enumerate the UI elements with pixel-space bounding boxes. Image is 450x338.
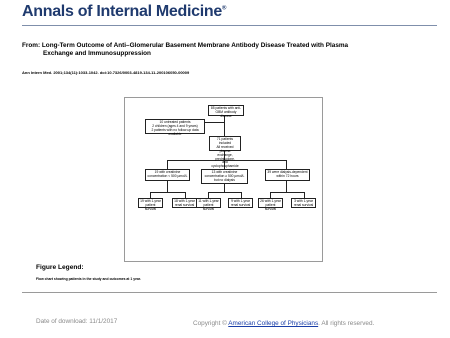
article-title-line1: Long-Term Outcome of Anti–Glomerular Basement Membrane Antibody Disease Treated with Plasma	[41, 42, 349, 49]
flow-box-excluded	[145, 119, 205, 134]
flow-box-low-creatinine: 19 with creatinine concentration < 500 µmol/L	[145, 169, 190, 181]
connector	[167, 160, 168, 169]
citation: Ann Intern Med. 2001;134(11):1033-1042. doi:10.7326/0003-4819-134-11-200106050-00009	[22, 70, 190, 75]
download-value: 11/1/2017	[89, 318, 118, 325]
connector	[167, 181, 168, 192]
figure-image	[124, 97, 323, 262]
copyright	[193, 320, 374, 327]
treated-line: 71 patients included	[216, 137, 234, 145]
header-divider	[22, 25, 437, 26]
copyright-suffix: . All rights reserved.	[318, 320, 375, 327]
flow-box-outcome: 26 with 1-year patient survival	[258, 198, 283, 208]
journal-title	[22, 3, 226, 21]
publisher-link[interactable]: American College of Physicians	[228, 320, 319, 327]
connector	[286, 160, 287, 169]
registered-mark: ®	[221, 5, 227, 12]
excluded-line: 2 patients with no follow-up data available	[151, 127, 199, 136]
connector	[208, 192, 241, 193]
copyright-prefix: Copyright ©	[193, 320, 227, 327]
figure-legend-text: Flow chart showing patients in the study and outcomes at 1 year.	[36, 277, 141, 281]
flow-box-treated	[209, 136, 241, 169]
journal-name: Annals of Internal Medicine	[22, 3, 222, 20]
connector	[150, 192, 185, 193]
flow-box-outcome: 19 with 1-year patient survival	[138, 198, 163, 208]
flow-box-total: 85 patients with anti-GBM antibody disease	[208, 105, 244, 116]
treated-line: exchange, prednisolone,	[215, 152, 235, 161]
flow-box-outcome: 18 with 1-year renal survival	[172, 198, 197, 208]
flow-box-outcome: 3 with 1-year renal survival	[291, 198, 316, 208]
download-date	[36, 318, 117, 325]
connector	[286, 181, 287, 192]
excluded-line: 10 untreated patients	[159, 120, 191, 124]
flow-box-outcome: 9 with 1-year renal survival	[228, 198, 253, 208]
from-label: From:	[22, 42, 41, 49]
source-title	[22, 42, 427, 58]
treated-line: and cyclophosphamide	[211, 160, 239, 169]
connector	[224, 184, 225, 192]
download-label: Date of download:	[36, 318, 88, 325]
flow-box-dialysis: 39 were dialysis-dependent within 72 hours	[265, 169, 310, 181]
excluded-line: 2 children (ages 4 and 9 years)	[152, 123, 198, 128]
figure-legend-heading: Figure Legend:	[36, 264, 84, 271]
flow-box-outcome: 11 with 1-year patient survival	[196, 198, 221, 208]
treated-line: All received plasma	[216, 144, 234, 153]
footer-divider	[22, 292, 437, 293]
flow-box-high-creatinine: 13 with creatinine concentration ≥ 500 µmol/L but no dialysis	[201, 169, 248, 184]
connector	[205, 122, 224, 123]
article-title-line2: Exchange and Immunosuppression	[43, 50, 151, 58]
connector	[270, 192, 304, 193]
